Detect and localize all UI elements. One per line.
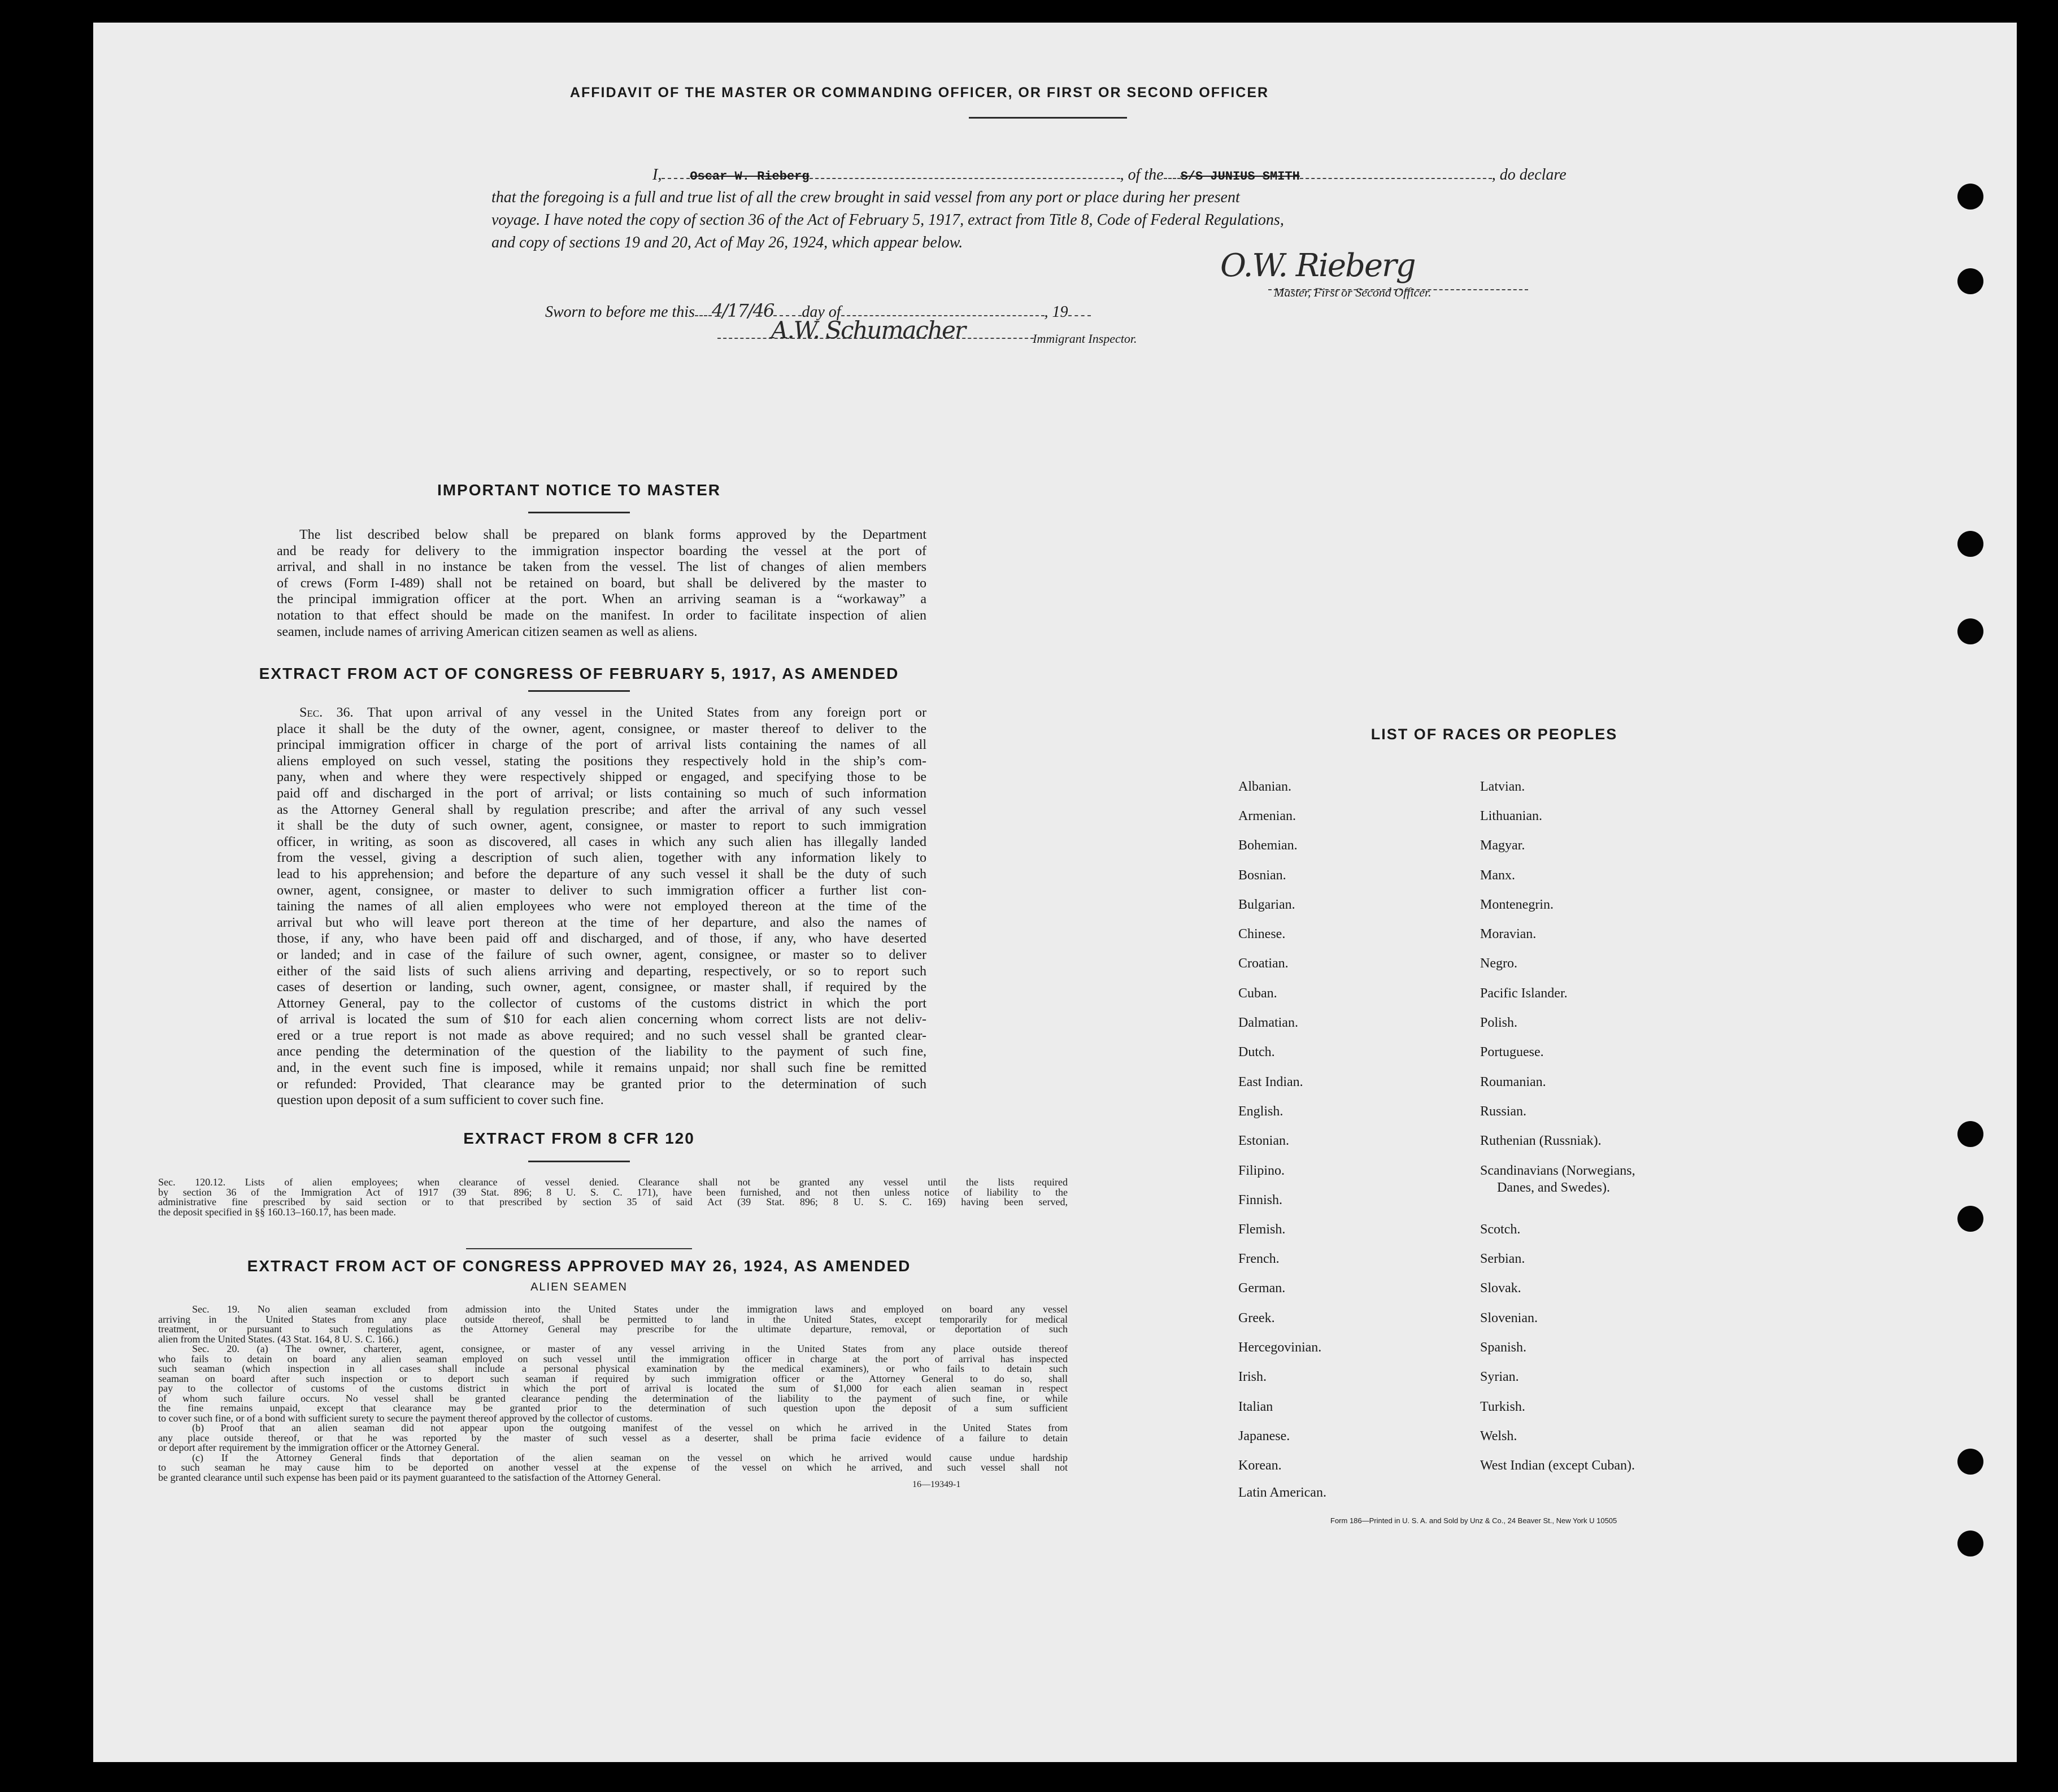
- punch-hole: [1957, 268, 1983, 294]
- race-item: Magyar.: [1480, 838, 1525, 853]
- extract-1924-title: EXTRACT FROM ACT OF CONGRESS APPROVED MAY 26, 1924, AS AMENDED: [247, 1257, 911, 1275]
- sworn-label: Sworn to before me this: [545, 303, 695, 321]
- extract-1917-body: [277, 705, 926, 1109]
- race-item: Spanish.: [1480, 1340, 1527, 1355]
- extract-1917-line: or landed; and in case of the failure of such owner, agent, consignee, or master so to deliver: [277, 947, 926, 962]
- race-item: Latin American.: [1238, 1485, 1326, 1500]
- race-item: Dutch.: [1238, 1045, 1275, 1059]
- race-item: Albanian.: [1238, 779, 1291, 794]
- race-item: Japanese.: [1238, 1429, 1290, 1444]
- affidavit-line-1: [652, 164, 1658, 188]
- inspector-signature: A.W. Schumacher: [771, 316, 965, 344]
- extract-1917-title: EXTRACT FROM ACT OF CONGRESS OF FEBRUARY 5, 1917, AS AMENDED: [259, 665, 899, 682]
- dash: [695, 311, 712, 316]
- punch-hole: [1957, 1449, 1983, 1475]
- race-item: Korean.: [1238, 1458, 1282, 1473]
- extract-1917-line: either of the said lists of such aliens arriving and departing, respectively, or so to report such: [277, 963, 926, 979]
- notice-body: [277, 527, 926, 640]
- dash: [810, 173, 1120, 179]
- extract-cfr-title: EXTRACT FROM 8 CFR 120: [463, 1130, 695, 1147]
- notice-line: seamen, include names of arriving American citizen seamen as well as aliens.: [277, 624, 698, 639]
- extract-1917-line: lead to his apprehension; and before the departure of any such vessel it shall be the duty of such: [277, 866, 926, 882]
- sworn-date: 4/17/46: [711, 300, 774, 321]
- race-item: East Indian.: [1238, 1075, 1303, 1089]
- race-item: Scandinavians (Norwegians,: [1480, 1163, 1635, 1178]
- cfr-rule: [466, 1248, 692, 1249]
- punch-hole: [1957, 531, 1983, 557]
- extract-1917-line: from the vessel, giving a description of such alien, together with any information likely to: [277, 851, 926, 866]
- extract-1917-line: those, if any, who have been paid off and discharged, and of those, if any, who have deserted: [277, 931, 926, 947]
- alien-seamen-subtitle: ALIEN SEAMEN: [530, 1281, 628, 1293]
- extract-1917-line: ered or a true report is not made as above required; and no such vessel shall be granted clear-: [277, 1028, 926, 1043]
- race-item: Latvian.: [1480, 779, 1525, 794]
- of-the-label: , of the: [1120, 166, 1164, 184]
- extract-1917-line: paid off and discharged in the port of arrival; or lists containing so much of such information: [277, 786, 926, 801]
- extract-1917-line: owner, agent, consignee, or master to deliver to such immigration officer a further list con-: [277, 883, 926, 898]
- notice-title: IMPORTANT NOTICE TO MASTER: [437, 481, 721, 499]
- extract-1917-line: taining the names of all alien employees who were not employed thereon at the time of the: [277, 899, 926, 914]
- year-label: , 19: [1044, 303, 1068, 321]
- extract-1917-line: and, in the event such fine is imposed, while it remains unpaid; nor shall such fine be remitted: [277, 1061, 926, 1076]
- extract-1917-line: pany, when and where they were respectively shipped or engaged, and specifying those to be: [277, 770, 926, 785]
- race-item: Serbian.: [1480, 1252, 1525, 1266]
- vessel-name-field: S/S JUNIUS SMITH: [1180, 169, 1300, 184]
- sec-36-label: Sec. 36.: [299, 705, 367, 720]
- punch-hole: [1957, 184, 1983, 210]
- extract-1924-line: arriving in the United States from any place outside thereof, shall be permitted to land in the United States, except temporarily for medical: [158, 1313, 1068, 1325]
- title-rule: [969, 117, 1127, 119]
- race-item: Slovak.: [1480, 1281, 1521, 1296]
- extract-1917-line: aliens employed on such vessel, stating the positions they respectively hold in the ship’s com-: [277, 753, 926, 769]
- notice-line: arrival, and shall in no instance be taken from the vessel. The list of changes of alien members: [277, 560, 926, 575]
- affidavit-line-4: and copy of sections 19 and 20, Act of May 26, 1924, which appear below.: [491, 234, 963, 251]
- race-item: English.: [1238, 1104, 1283, 1119]
- race-item: French.: [1238, 1252, 1280, 1266]
- dash: [1300, 173, 1492, 179]
- race-item: Flemish.: [1238, 1222, 1286, 1237]
- race-item: Russian.: [1480, 1104, 1527, 1119]
- extract-1924-line: to cover such fine, or of a bond with sufficient surety to secure the payment thereof approved by the collector of customs.: [158, 1412, 652, 1424]
- notice-line: and be ready for delivery to the immigration inspector boarding the vessel at the port of: [277, 543, 926, 559]
- extract-1924-line: any place outside thereof, or that he was reported by the master of such vessel as a deserter, shall be prima facie evidence of a failure to detain: [158, 1432, 1068, 1444]
- race-item: Dalmatian.: [1238, 1015, 1298, 1030]
- race-item: West Indian (except Cuban).: [1480, 1458, 1635, 1473]
- form-number: 16—19349-1: [912, 1480, 961, 1489]
- race-item: Hercegovinian.: [1238, 1340, 1322, 1355]
- punch-hole: [1957, 1531, 1983, 1556]
- race-item: Montenegrin.: [1480, 897, 1554, 912]
- extract-1924-line: the fine remains unpaid, except that clearance may be granted prior to the determination of such question upon the deposit of a sum sufficient: [158, 1402, 1068, 1414]
- race-item: Turkish.: [1480, 1399, 1525, 1414]
- extract-1924-line: treatment, or pursuant to such regulations as the Attorney General may prescribe for the ultimate departure, removal, or deportation of such: [158, 1323, 1068, 1335]
- inspector-caption: Immigrant Inspector.: [1033, 332, 1137, 346]
- punch-hole: [1957, 1121, 1983, 1147]
- extract-1917-line: of arrival is located the sum of $10 for each alien concerning whom correct lists are not deliv-: [277, 1012, 926, 1027]
- race-item: Polish.: [1480, 1015, 1518, 1030]
- race-item: Cuban.: [1238, 986, 1277, 1001]
- extract-1917-line: cases of desertion or landing, such owner, agent, consignee, or master shall, if required by the: [277, 980, 926, 995]
- dash: [662, 173, 690, 179]
- punch-hole: [1957, 618, 1983, 644]
- dash: [841, 311, 1045, 316]
- race-item: Syrian.: [1480, 1370, 1519, 1384]
- extract-1924-line: Sec. 20. (a) The owner, charterer, agent, consignee, or master of any vessel arriving in the United States from any place outside thereof: [192, 1343, 1068, 1354]
- punch-hole: [1957, 1206, 1983, 1232]
- extract-1924-line: be granted clearance until such expense has been paid or its payment guaranteed to the satisfaction of the Attorney General.: [158, 1471, 661, 1483]
- race-item: Welsh.: [1480, 1429, 1517, 1444]
- race-item: Armenian.: [1238, 809, 1296, 823]
- race-item: Finnish.: [1238, 1193, 1283, 1207]
- race-item: Irish.: [1238, 1370, 1267, 1384]
- extract-1924-line: (c) If the Attorney General finds that deportation of the alien seaman on the vessel on which he arrived would cause undue hardship: [192, 1451, 1068, 1463]
- extract-1924-line: Sec. 19. No alien seaman excluded from admission into the United States under the immigration laws and employed on board any vessel: [192, 1303, 1068, 1315]
- extract-1917-line: arrival but who will leave port thereon at the time of her departure, and also the names of: [277, 915, 926, 930]
- race-item: Ruthenian (Russniak).: [1480, 1133, 1602, 1148]
- document-page: [93, 23, 2017, 1762]
- extract-1924-line: (b) Proof that an alien seaman did not appear upon the outgoing manifest of the vessel on which he arrived in the United States from: [192, 1422, 1068, 1433]
- races-title: LIST OF RACES OR PEOPLES: [1370, 726, 1618, 743]
- do-declare-label: , do declare: [1491, 166, 1567, 184]
- race-item: Italian: [1238, 1399, 1273, 1414]
- notice-line: the principal immigration officer at the port. When an arriving seaman is a “workaway” a: [277, 592, 926, 607]
- race-item: Croatian.: [1238, 956, 1289, 971]
- extract-1924-line: such seaman (which inspection in all cases shall include a personal physical examination by the medical examiners), or who fails to detain such: [158, 1363, 1068, 1374]
- extract-1917-line: or refunded: Provided, That clearance may be granted prior to the determination of such: [277, 1076, 926, 1092]
- i-label: I,: [652, 166, 662, 184]
- race-item: Lithuanian.: [1480, 809, 1542, 823]
- extract-1917-line: it shall be the duty of such owner, agent, consignee, or master to report to such immigration: [277, 818, 926, 834]
- master-caption: Master, First or Second Officer.: [1274, 285, 1432, 299]
- affidavit-line-2: that the foregoing is a full and true list of all the crew brought in said vessel from any port or place during her present: [491, 189, 1240, 206]
- race-item: Negro.: [1480, 956, 1517, 971]
- cfr-line: Sec. 120.12. Lists of alien employees; when clearance of vessel denied. Clearance shall not be granted any vessel until the lists required: [158, 1176, 1068, 1188]
- dash: [1068, 311, 1091, 316]
- notice-line: The list described below shall be prepared on blank forms approved by the Department: [299, 527, 926, 542]
- race-item: Manx.: [1480, 868, 1515, 883]
- extract-cfr-rule: [528, 1161, 630, 1162]
- extract-1924-line: pay to the collector of customs of the customs district in which the port of arrival is located the sum of $1,000 for each alien seaman in respect: [158, 1383, 1068, 1394]
- race-item: Bulgarian.: [1238, 897, 1295, 912]
- affidavit-title: AFFIDAVIT OF THE MASTER OR COMMANDING OFFICER, OR FIRST OR SECOND OFFICER: [569, 85, 1269, 101]
- affidavit-line-3: voyage. I have noted the copy of section 36 of the Act of February 5, 1917, extract from Title 8, Code of Federal Regulations,: [491, 211, 1284, 229]
- extract-1924-body: [158, 1305, 1068, 1483]
- cfr-line: by section 36 of the Immigration Act of 1917 (39 Stat. 896; 8 U. S. C. 171), have been furnished, and not then unless notice of liability to the: [158, 1186, 1068, 1198]
- race-item: Danes, and Swedes).: [1497, 1180, 1610, 1195]
- dash: [1164, 173, 1181, 179]
- extract-1917-line: question upon deposit of a sum sufficient to cover such fine.: [277, 1093, 604, 1108]
- extract-1917-line: ance pending the determination of the question of the liability to the payment of such fine,: [277, 1044, 926, 1059]
- extract-1924-line: to such seaman he may cause him to be deported on another vessel at the expense of the vessel on which he arrived, and such vessel shall not: [158, 1462, 1068, 1473]
- extract-1917-line: as the Attorney General shall by regulation prescribe; and after the arrival of any such vessel: [277, 802, 926, 817]
- race-item: Moravian.: [1480, 927, 1537, 941]
- notice-line: of crews (Form I-489) shall not be retained on board, but shall be delivered by the master to: [277, 575, 926, 591]
- extract-1917-line: officer, in writing, as soon as discovered, all cases in which any such alien has illegally landed: [277, 834, 926, 849]
- extract-1924-line: or deport after requirement by the immigration officer or the Attorney General.: [158, 1442, 480, 1453]
- extract-cfr-body: [158, 1178, 1068, 1217]
- extract-1917-line: Attorney General, pay to the collector of customs of the customs district in which the port: [277, 996, 926, 1011]
- form-note: Form 186—Printed in U. S. A. and Sold by Unz & Co., 24 Beaver St., New York U 10505: [1330, 1516, 1617, 1525]
- race-item: Scotch.: [1480, 1222, 1521, 1237]
- race-item: Estonian.: [1238, 1133, 1289, 1148]
- dash: [773, 311, 802, 316]
- master-signature: O.W. Rieberg: [1220, 247, 1415, 284]
- race-item: Chinese.: [1238, 927, 1286, 941]
- extract-1917-line: place it shall be the duty of the owner, agent, consignee, or master thereof to deliver to the: [277, 721, 926, 736]
- master-name-field: Oscar W. Rieberg: [690, 169, 810, 184]
- extract-1917-rule: [528, 690, 630, 692]
- day-of-label: day of: [802, 303, 841, 321]
- race-item: Slovenian.: [1480, 1311, 1538, 1326]
- cfr-line: administrative fine prescribed by said section or to that prescribed by section 35 of said Act (39 Stat. 896; 8 U. S. C. 169) having been served,: [158, 1196, 1068, 1207]
- cfr-line: the deposit specified in §§ 160.13–160.17, has been made.: [158, 1206, 396, 1218]
- race-item: Pacific Islander.: [1480, 986, 1568, 1001]
- extract-1924-line: alien from the United States. (43 Stat. 164, 8 U. S. C. 166.): [158, 1333, 399, 1345]
- race-item: Roumanian.: [1480, 1075, 1546, 1089]
- race-item: Portuguese.: [1480, 1045, 1544, 1059]
- extract-1924-line: seaman on board after such inspection or to deport such seaman if required by such immigration officer or the Attorney General to do so, shall: [158, 1372, 1068, 1384]
- race-item: Filipino.: [1238, 1163, 1285, 1178]
- race-item: Bohemian.: [1238, 838, 1298, 853]
- extract-1924-line: who fails to detain on board any alien seaman employed on such vessel until the immigration officer in charge at the port of arrival has inspected: [158, 1353, 1068, 1364]
- extract-1917-line: Sec. 36. That upon arrival of any vessel in the United States from any foreign port or: [299, 705, 926, 720]
- notice-line: notation to that effect should be made on the manifest. In order to facilitate inspection of alien: [277, 608, 926, 623]
- notice-rule: [528, 512, 630, 513]
- race-item: German.: [1238, 1281, 1286, 1296]
- race-item: Greek.: [1238, 1311, 1275, 1326]
- race-item: Bosnian.: [1238, 868, 1286, 883]
- extract-1924-line: of whom such failure occurs. No vessel shall be granted clearance pending the determination of the liability to the payment of such fine, or while: [158, 1392, 1068, 1404]
- extract-1917-line: principal immigration officer in charge of the port of arrival lists containing the names of all: [277, 738, 926, 753]
